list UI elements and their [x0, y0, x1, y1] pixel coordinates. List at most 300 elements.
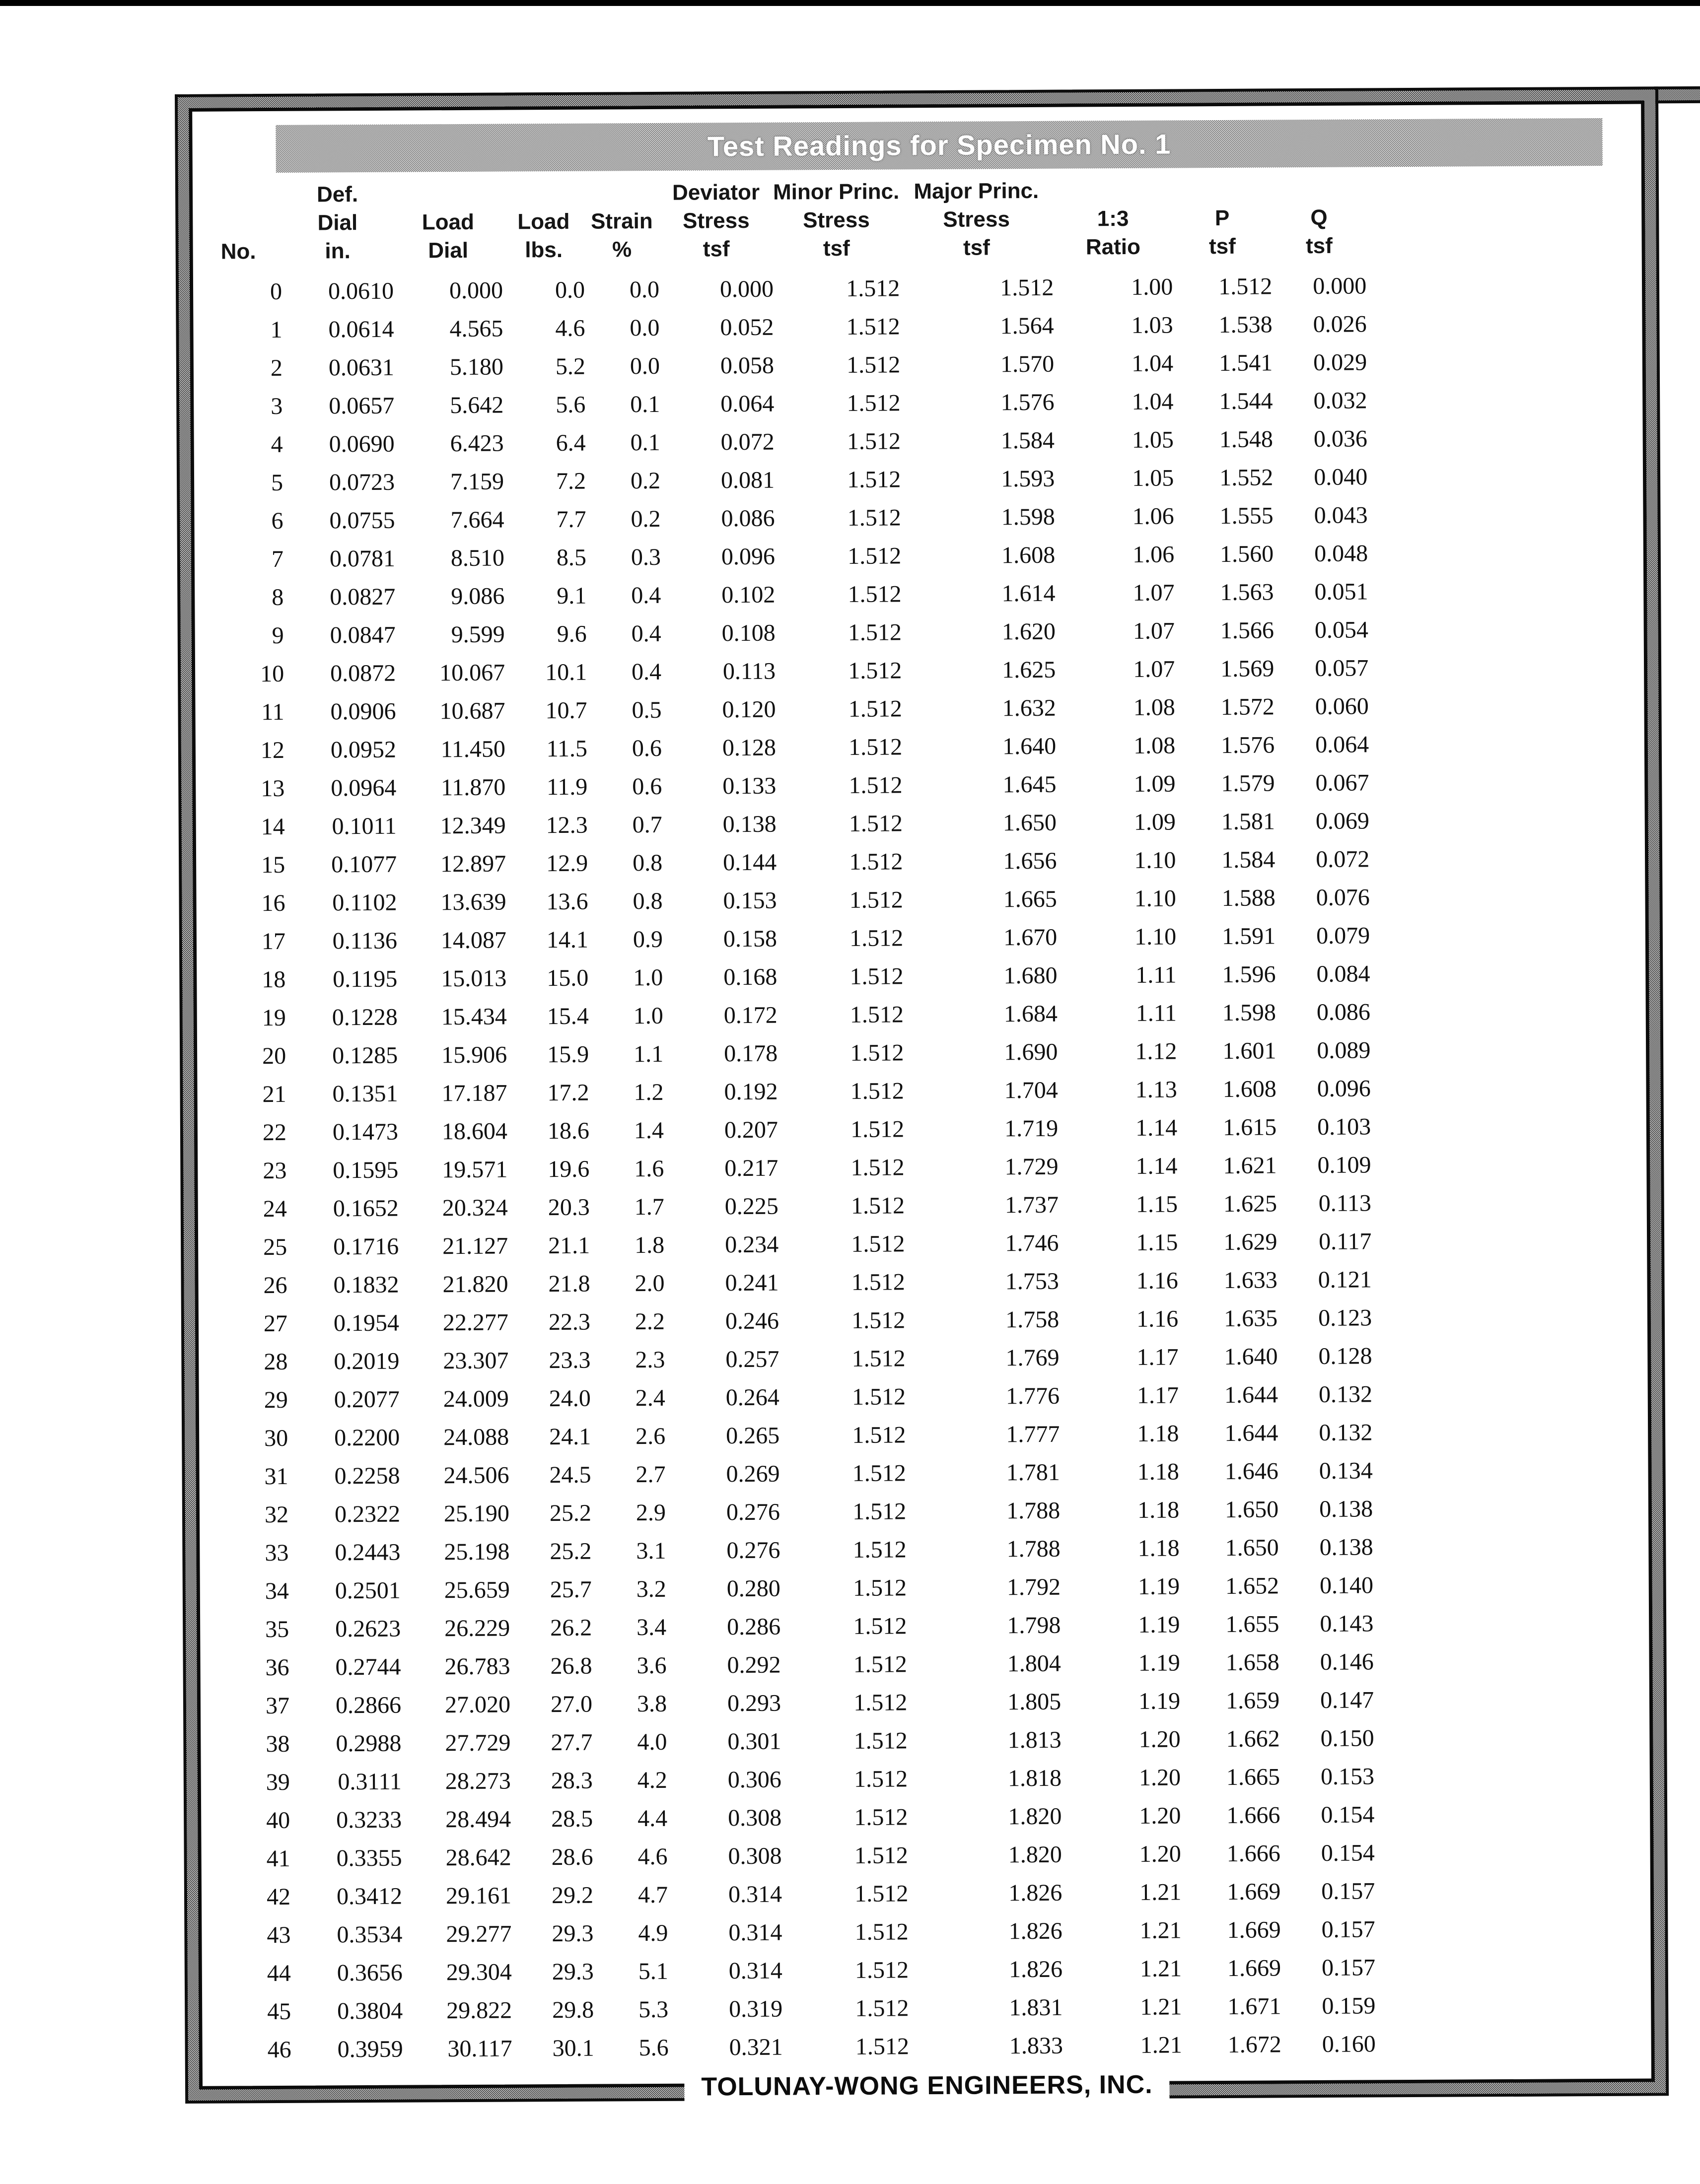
data-cell: 24.5 [549, 1461, 591, 1489]
data-cell: 1.20 [1138, 1726, 1181, 1753]
data-cell: 0.108 [721, 619, 776, 647]
data-cell: 1.21 [1140, 1993, 1182, 2020]
data-cell: 1.512 [850, 1192, 905, 1219]
data-cell: 1.672 [1227, 2031, 1281, 2058]
data-cell: 1.570 [1000, 350, 1055, 378]
data-cell: 1.512 [849, 772, 903, 799]
header-cell: Dial [428, 238, 469, 263]
data-cell: 14.087 [440, 927, 507, 954]
table-row [196, 496, 1368, 540]
data-cell: 0 [270, 278, 283, 305]
table-row [198, 802, 1370, 846]
data-cell: 0.160 [1322, 2031, 1376, 2057]
table-row [197, 611, 1369, 655]
data-cell: 1.833 [1009, 2032, 1063, 2059]
data-cell: 0.134 [1319, 1457, 1373, 1484]
data-cell: 28.273 [445, 1768, 511, 1795]
data-cell: 1.781 [1006, 1459, 1060, 1486]
data-cell: 8 [272, 584, 284, 611]
data-cell: 25.198 [444, 1538, 510, 1566]
data-cell: 1.563 [1220, 579, 1274, 606]
data-cell: 1.555 [1219, 502, 1274, 529]
data-cell: 0.0631 [328, 354, 395, 381]
data-cell: 0.072 [1316, 846, 1370, 873]
data-cell: 1.670 [1003, 924, 1058, 951]
data-cell: 26 [263, 1272, 287, 1299]
data-cell: 16 [261, 889, 285, 917]
header-cell: Deviator [672, 180, 760, 205]
data-cell: 1.08 [1133, 694, 1175, 721]
data-cell: 0.157 [1321, 1954, 1376, 1981]
data-cell: 1.591 [1222, 923, 1276, 950]
data-cell: 0.084 [1316, 960, 1370, 987]
data-cell: 1.00 [1131, 273, 1173, 300]
data-cell: 13.6 [546, 888, 588, 915]
data-cell: 24.088 [443, 1424, 509, 1451]
data-cell: 28.6 [551, 1843, 593, 1871]
data-cell: 0.159 [1322, 1992, 1376, 2019]
table-row [196, 381, 1367, 425]
header-cell [1172, 175, 1272, 204]
data-cell: 1.608 [1001, 542, 1056, 569]
data-cell: 9.599 [451, 621, 505, 648]
data-cell: 1.20 [1138, 1764, 1181, 1791]
data-cell: 1.655 [1225, 1611, 1279, 1638]
data-cell: 1.572 [1220, 693, 1275, 720]
data-cell: 1.512 [850, 925, 904, 952]
data-cell: 0.102 [721, 581, 776, 609]
data-cell: 1.512 [854, 1957, 909, 1983]
data-cell: 0.1473 [332, 1118, 399, 1146]
data-cell: 0.000 [719, 275, 774, 303]
data-cell: 10.7 [545, 697, 587, 724]
data-cell: 1.831 [1009, 1994, 1063, 2021]
data-cell: 1.665 [1226, 1764, 1280, 1790]
data-cell: 1.753 [1005, 1268, 1059, 1295]
data-cell: 0.128 [722, 734, 777, 761]
table-row [201, 1375, 1373, 1419]
data-cell: 25.2 [550, 1538, 592, 1565]
header-cell: tsf [1305, 233, 1333, 259]
data-cell: 0.138 [1319, 1496, 1373, 1522]
data-cell: 1.18 [1137, 1458, 1179, 1485]
data-cell: 25.7 [550, 1576, 592, 1603]
data-cell: 27.729 [445, 1729, 511, 1757]
data-cell: 1.512 [851, 1269, 905, 1296]
header-cell: Strain [590, 208, 653, 234]
data-cell: 0.319 [729, 1995, 783, 2023]
data-cell: 0.168 [723, 963, 778, 991]
data-cell: 0.058 [720, 352, 775, 379]
data-cell: 8.510 [450, 545, 505, 572]
data-cell: 7.159 [450, 468, 504, 495]
data-cell: 4.9 [638, 1919, 668, 1947]
data-cell: 0.241 [725, 1269, 779, 1297]
data-cell: 28.494 [445, 1806, 511, 1833]
data-cell: 0.0 [555, 276, 585, 303]
data-cell: 0.067 [1315, 769, 1369, 796]
data-cell: 1.12 [1135, 1038, 1177, 1065]
table-row [203, 1719, 1374, 1763]
data-cell: 3.6 [637, 1652, 667, 1679]
data-cell: 0.158 [723, 925, 778, 953]
data-cell: 0.064 [720, 390, 775, 417]
data-cell: 1.512 [846, 351, 901, 378]
data-cell: 15 [261, 851, 285, 879]
data-cell: 4 [271, 431, 283, 458]
data-cell: 1.512 [847, 390, 901, 416]
data-cell: 1.650 [1225, 1496, 1279, 1523]
table-row [195, 260, 1367, 311]
data-cell: 2.7 [636, 1461, 666, 1488]
data-cell: 24.506 [443, 1462, 509, 1489]
data-cell: 1.512 [855, 1995, 909, 2022]
data-cell: 15.906 [441, 1041, 507, 1069]
data-cell: 10.067 [439, 659, 505, 686]
header-cell: tsf [823, 236, 850, 261]
data-cell: 0.0964 [331, 774, 397, 802]
data-cell: 0.150 [1320, 1725, 1374, 1752]
header-cell [195, 181, 282, 209]
data-cell: 28.3 [551, 1767, 593, 1794]
data-cell: 1.576 [1221, 732, 1275, 758]
data-cell: 1.621 [1223, 1152, 1277, 1179]
data-cell: 0.123 [1318, 1304, 1372, 1331]
data-cell: 0.0 [630, 314, 660, 341]
data-cell: 11.450 [440, 736, 506, 763]
data-cell: 2.4 [635, 1384, 665, 1412]
data-cell: 0.089 [1317, 1037, 1371, 1064]
data-cell: 1.06 [1132, 503, 1174, 530]
data-cell: 1.14 [1135, 1153, 1178, 1179]
header-cell: Dial [317, 210, 358, 235]
data-cell: 25 [263, 1233, 287, 1261]
data-cell: 1.620 [1001, 618, 1056, 645]
data-cell: 0.3111 [338, 1768, 402, 1795]
data-cell: 0.3 [631, 544, 661, 571]
data-cell: 0.040 [1314, 464, 1368, 490]
header-cell [195, 209, 282, 238]
data-cell: 1.593 [1001, 465, 1055, 492]
data-cell: 1.512 [848, 543, 902, 569]
data-cell: 0.138 [722, 811, 777, 838]
data-cell: 1.746 [1005, 1229, 1059, 1257]
data-cell: 6.423 [450, 430, 504, 457]
data-cell: 43 [267, 1921, 291, 1949]
data-cell: 1.512 [1218, 273, 1273, 300]
data-cell: 22.3 [548, 1308, 591, 1336]
data-cell: 1.788 [1006, 1497, 1061, 1524]
data-cell: 0.265 [726, 1422, 780, 1449]
table-row [200, 1146, 1371, 1190]
data-cell: 0.120 [722, 696, 776, 723]
data-cell: 0.276 [726, 1499, 780, 1526]
table-row [204, 1872, 1375, 1916]
data-cell: 15.434 [441, 1003, 507, 1030]
data-cell: 2.9 [636, 1499, 666, 1526]
header-cell: lbs. [525, 237, 563, 263]
data-cell: 25.2 [549, 1500, 592, 1527]
data-cell: 1.0 [633, 964, 663, 991]
data-cell: 31 [264, 1463, 288, 1490]
data-cell: 1.658 [1225, 1649, 1279, 1676]
data-cell: 1.579 [1221, 770, 1275, 797]
data-cell: 0.060 [1315, 693, 1369, 720]
data-cell: 0.4 [631, 620, 661, 647]
data-cell: 1.729 [1004, 1153, 1059, 1180]
table-row [196, 458, 1368, 502]
table-row [198, 763, 1369, 808]
header-cell: Minor Princ. [773, 179, 900, 205]
data-cell: 11.5 [546, 735, 588, 762]
data-cell: 0.8 [633, 887, 663, 915]
data-cell: 12 [260, 737, 285, 764]
data-cell: 25.659 [444, 1576, 510, 1604]
data-cell: 1.704 [1004, 1077, 1058, 1104]
data-cell: 1.05 [1132, 465, 1174, 491]
data-cell: 1.788 [1006, 1535, 1061, 1563]
data-cell: 0.306 [727, 1766, 781, 1793]
data-cell: 1.512 [852, 1574, 907, 1601]
data-cell: 1.512 [850, 1001, 904, 1028]
data-cell: 1.669 [1227, 1916, 1281, 1943]
table-row [202, 1566, 1374, 1610]
data-cell: 0.2501 [335, 1577, 401, 1604]
data-cell: 29.3 [552, 1958, 594, 1985]
data-cell: 1.17 [1136, 1344, 1179, 1370]
data-cell: 0.026 [1313, 311, 1367, 338]
data-cell: 27.0 [550, 1691, 593, 1718]
data-cell: 0.0657 [329, 392, 395, 419]
data-cell: 0.086 [721, 505, 775, 532]
data-cell: 0.146 [1320, 1648, 1374, 1675]
data-cell: 5.1 [638, 1958, 668, 1985]
data-cell: 1.512 [854, 1842, 908, 1869]
data-cell: 0.1832 [333, 1271, 399, 1298]
header-cell: Load [517, 209, 570, 234]
data-cell: 0.054 [1314, 616, 1369, 643]
table-row [199, 1069, 1371, 1113]
header-cell: No. [220, 239, 256, 264]
data-cell: 27.7 [551, 1729, 593, 1756]
data-cell: 0.057 [1315, 655, 1369, 682]
data-cell: 0.234 [725, 1231, 779, 1258]
data-cell: 1.601 [1222, 1037, 1276, 1064]
data-cell: 0.301 [727, 1728, 781, 1755]
data-cell: 44 [267, 1960, 291, 1987]
data-cell: 1.512 [854, 1918, 909, 1945]
data-cell: 0.086 [1316, 999, 1371, 1025]
data-cell: 0.314 [728, 1919, 782, 1946]
data-cell: 1.15 [1136, 1229, 1178, 1256]
data-cell: 0.1136 [332, 927, 398, 955]
data-cell: 1.671 [1227, 1993, 1281, 2020]
data-cell: 1.608 [1222, 1076, 1276, 1102]
data-cell: 0.172 [723, 1002, 778, 1029]
data-cell: 12.897 [440, 850, 506, 878]
data-cell: 30.1 [552, 2035, 594, 2062]
data-cell: 0.113 [1318, 1190, 1372, 1217]
data-cell: 0.314 [728, 1957, 782, 1984]
data-cell: 1.650 [1002, 809, 1057, 836]
data-cell: 0.2744 [335, 1653, 401, 1681]
data-cell: 1.6 [634, 1155, 664, 1182]
table-row [199, 1031, 1371, 1075]
data-cell: 30 [264, 1425, 288, 1452]
data-cell: 1.719 [1004, 1115, 1059, 1142]
data-cell: 1.640 [1224, 1343, 1278, 1370]
data-cell: 0.140 [1319, 1572, 1374, 1599]
data-cell: 1.544 [1219, 388, 1273, 414]
data-cell: 0.217 [724, 1155, 779, 1182]
data-cell: 12.349 [440, 812, 506, 839]
table-row [202, 1528, 1373, 1572]
data-cell: 0.1595 [333, 1157, 399, 1184]
frame-top-border-extension [1654, 86, 1700, 103]
data-cell: 1.569 [1220, 655, 1275, 682]
data-cell: 1.769 [1005, 1344, 1060, 1371]
data-cell: 1.10 [1134, 923, 1177, 950]
data-cell: 1.512 [852, 1536, 907, 1563]
data-cell: 0.133 [722, 772, 777, 800]
data-cell: 0.0755 [329, 507, 395, 534]
data-cell: 1.598 [1222, 999, 1276, 1026]
data-cell: 0.3412 [336, 1883, 403, 1910]
data-cell: 0.157 [1321, 1916, 1375, 1943]
data-cell: 0.3233 [336, 1806, 402, 1834]
data-cell: 1.820 [1008, 1841, 1062, 1868]
data-cell: 1.09 [1133, 770, 1176, 797]
data-cell: 12.3 [546, 812, 588, 839]
data-cell: 39 [266, 1769, 290, 1796]
data-cell: 1.804 [1007, 1650, 1061, 1677]
data-cell: 1.1 [633, 1040, 664, 1068]
table-body [195, 260, 1376, 2069]
data-cell: 26.2 [550, 1614, 592, 1641]
data-cell: 1.512 [848, 581, 902, 608]
table-row [201, 1337, 1372, 1381]
data-cell: 28.642 [445, 1844, 511, 1871]
data-cell: 29.2 [551, 1882, 594, 1909]
data-cell: 1.538 [1218, 311, 1273, 338]
data-cell: 0.269 [726, 1460, 780, 1488]
table-row [198, 840, 1370, 884]
data-cell: 0.293 [727, 1690, 781, 1717]
header-cell: Stress [943, 207, 1010, 232]
data-cell: 3.2 [636, 1575, 666, 1603]
data-cell: 0.308 [728, 1843, 782, 1870]
data-cell: 0.2 [630, 467, 661, 494]
data-cell: 0.0781 [329, 545, 396, 572]
data-cell: 0.3534 [337, 1921, 403, 1948]
data-cell: 4.565 [449, 315, 503, 342]
data-cell: 0.153 [723, 887, 777, 914]
data-cell: 1.07 [1133, 656, 1175, 682]
table-row [204, 1948, 1376, 1992]
data-cell: 0.032 [1313, 387, 1367, 414]
table-row [204, 2025, 1376, 2069]
data-cell: 0.280 [726, 1575, 780, 1602]
table-row [200, 1260, 1372, 1304]
data-cell: 24.009 [443, 1385, 509, 1413]
data-cell: 21.8 [548, 1270, 590, 1297]
data-cell: 1.564 [1000, 312, 1054, 340]
data-cell: 19.571 [442, 1156, 508, 1183]
data-cell: 2.3 [635, 1346, 665, 1373]
data-cell: 0.157 [1321, 1878, 1375, 1905]
data-cell: 0.2200 [334, 1424, 400, 1451]
data-cell: 1.20 [1139, 1841, 1181, 1867]
data-cell: 1.07 [1133, 617, 1175, 644]
data-cell: 1.10 [1134, 885, 1176, 912]
data-cell: 30.117 [447, 2035, 512, 2062]
data-cell: 1.776 [1005, 1382, 1060, 1410]
data-cell: 0.2077 [334, 1386, 400, 1413]
data-cell: 1.666 [1226, 1802, 1280, 1829]
data-cell: 1.629 [1223, 1228, 1277, 1255]
data-cell: 1.512 [846, 275, 900, 302]
data-cell: 1.792 [1006, 1573, 1061, 1601]
data-cell: 0.147 [1320, 1687, 1374, 1713]
data-cell: 1.646 [1224, 1458, 1278, 1485]
table-row [204, 1986, 1376, 2031]
data-cell: 0.000 [1313, 273, 1367, 300]
data-cell: 5.6 [638, 2034, 669, 2061]
data-cell: 21 [262, 1081, 286, 1108]
table-row [203, 1834, 1375, 1878]
data-cell: 1.512 [847, 504, 901, 531]
data-cell: 40 [266, 1807, 290, 1834]
data-cell: 1.541 [1218, 349, 1273, 376]
data-cell: 1.669 [1227, 1878, 1281, 1905]
data-cell: 0.2866 [335, 1692, 402, 1719]
company-name-footer: TOLUNAY-WONG ENGINEERS, INC. [684, 2069, 1170, 2105]
data-cell: 0.4 [631, 658, 662, 685]
data-cell: 18.604 [441, 1118, 508, 1145]
data-cell: 0.2988 [336, 1730, 402, 1757]
data-cell: 1.0 [633, 1002, 663, 1029]
data-cell: 32 [264, 1501, 289, 1528]
data-cell: 2.0 [635, 1270, 665, 1297]
data-cell: 7.2 [556, 468, 586, 494]
header-cell: Stress [803, 207, 870, 233]
data-cell: 1.690 [1004, 1038, 1058, 1066]
data-cell: 1.2 [634, 1079, 664, 1106]
data-cell: 26.783 [444, 1653, 510, 1680]
data-cell: 1.04 [1131, 350, 1174, 377]
data-cell: 17.187 [441, 1080, 507, 1107]
data-cell: 2 [270, 354, 283, 381]
data-cell: 10.687 [439, 697, 505, 725]
data-cell: 21.1 [548, 1232, 590, 1259]
table-row [199, 955, 1370, 999]
data-cell: 1.512 [851, 1345, 906, 1372]
data-cell: 1.512 [854, 1880, 909, 1907]
data-cell: 22.277 [442, 1309, 509, 1336]
data-cell: 1.659 [1226, 1687, 1280, 1714]
data-cell: 4.6 [638, 1843, 668, 1870]
data-cell: 1.11 [1135, 961, 1177, 988]
test-readings-table [195, 175, 1376, 2069]
data-cell: 1.05 [1132, 426, 1174, 453]
data-cell: 1.684 [1003, 1000, 1058, 1027]
data-cell: 1.566 [1220, 617, 1275, 644]
data-cell: 11 [261, 698, 284, 726]
data-cell: 0.143 [1320, 1610, 1374, 1637]
data-cell: 1.20 [1139, 1802, 1181, 1829]
data-cell: 0.1195 [332, 965, 398, 993]
data-cell: 5.180 [449, 353, 504, 381]
